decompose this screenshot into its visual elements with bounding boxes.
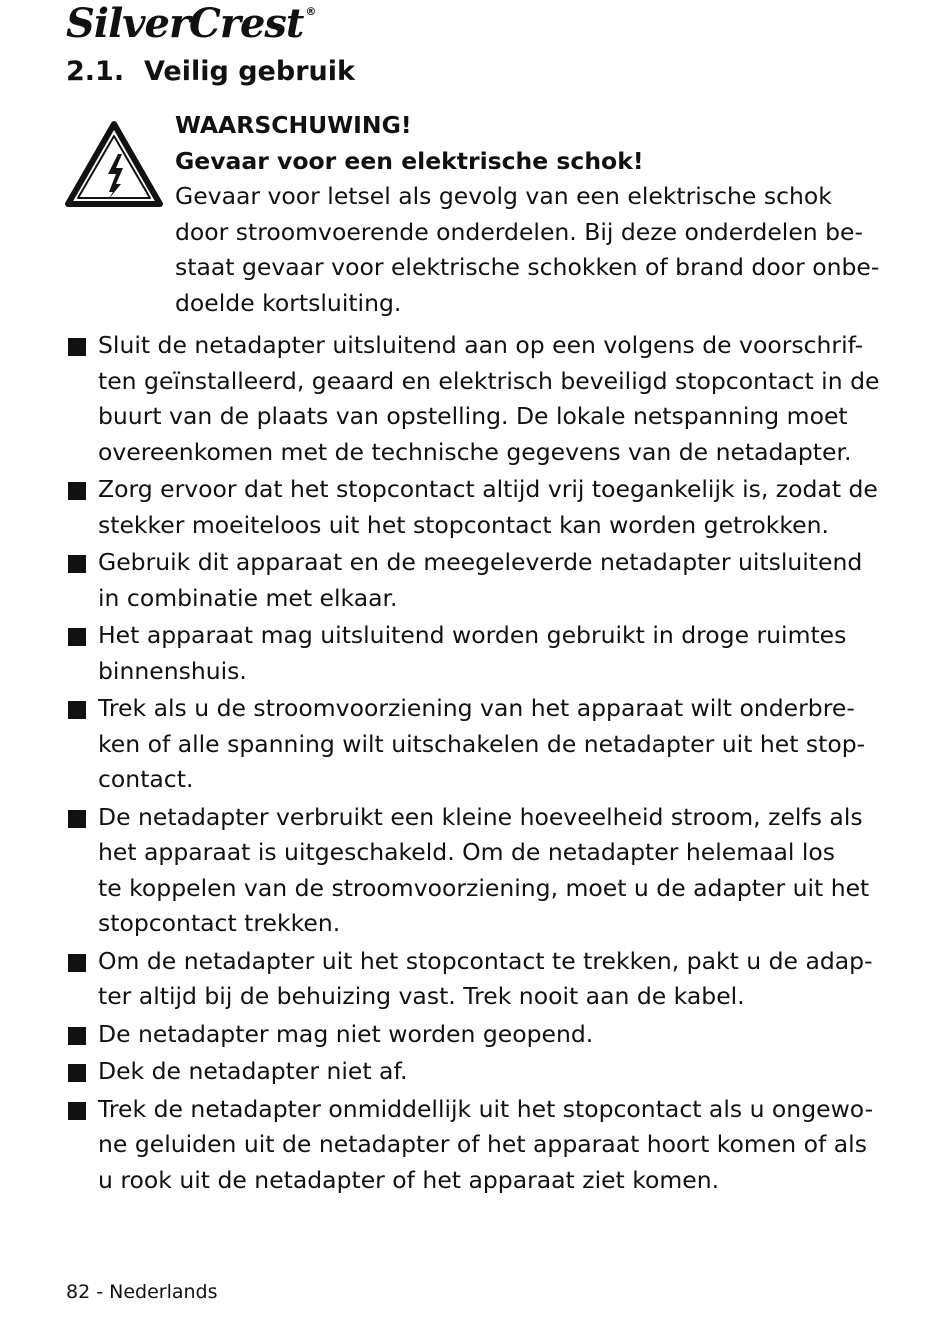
bullet-square-icon: [68, 1027, 86, 1045]
bullet-square-icon: [68, 810, 86, 828]
bullet-square-icon: [68, 555, 86, 573]
bullet-square-icon: [68, 954, 86, 972]
warning-description: [175, 179, 880, 321]
electric-shock-warning-icon: [64, 120, 164, 212]
warning-line: Gevaar voor letsel als gevolg van een elektrische schok: [175, 182, 832, 210]
list-item: [66, 800, 870, 942]
brand-logo: [66, 2, 315, 46]
list-item: [66, 545, 863, 616]
warning-subtitle: Gevaar voor een elektrische schok!: [175, 146, 644, 175]
list-item-line: ten geïnstalleerd, geaard en elektrisch beveiligd stopcontact in de: [98, 366, 880, 395]
bullet-square-icon: [68, 701, 86, 719]
section-heading: [66, 52, 355, 92]
list-item: [66, 1017, 856, 1053]
list-item-line: De netadapter verbruikt een kleine hoeveelheid stroom, zelfs als: [98, 802, 863, 831]
list-item-line: u rook uit de netadapter of het apparaat ziet komen.: [98, 1165, 720, 1194]
list-item: [66, 944, 873, 1015]
bullet-square-icon: [68, 338, 86, 356]
section-number: 2.1.: [66, 56, 125, 87]
warning-line: doelde kortsluiting.: [175, 288, 402, 317]
list-item-line: binnenshuis.: [98, 656, 247, 685]
list-item-line: in combinatie met elkaar.: [98, 583, 398, 612]
warning-block: [175, 108, 880, 321]
list-item-line: Dek de netadapter niet af.: [98, 1057, 408, 1085]
list-item-line: Zorg ervoor dat het stopcontact altijd vrij toegankelijk is, zodat de: [98, 475, 878, 503]
list-item-line: stopcontact trekken.: [98, 909, 341, 937]
list-item-line: buurt van de plaats van opstelling. De lokale netspanning moet: [98, 402, 848, 430]
page-footer: 82 - Nederlands: [66, 1281, 218, 1303]
registered-mark: ®: [305, 5, 316, 18]
list-item-line: Om de netadapter uit het stopcontact te trekken, pakt u de adap-: [98, 946, 873, 975]
bullet-square-icon: [68, 1064, 86, 1082]
list-item-line: ken of alle spanning wilt uitschakelen de netadapter uit het stop-: [98, 729, 866, 758]
list-item-line: Gebruik dit apparaat en de meegeleverde netadapter uitsluitend: [98, 548, 863, 576]
bullet-square-icon: [68, 482, 86, 500]
list-item: [66, 618, 856, 689]
list-item-line: te koppelen van de stroomvoorziening, moet u de adapter uit het: [98, 873, 870, 902]
section-title: Veilig gebruik: [144, 56, 355, 87]
bullet-square-icon: [68, 628, 86, 646]
list-item-line: ne geluiden uit de netadapter of het apparaat hoort komen of als: [98, 1130, 867, 1158]
list-item-line: Trek als u de stroomvoorziening van het apparaat wilt onderbre-: [98, 694, 855, 722]
bullet-square-icon: [68, 1102, 86, 1120]
list-item-line: Sluit de netadapter uitsluitend aan op een volgens de voorschrif-: [98, 331, 864, 359]
list-item: [66, 328, 880, 470]
list-item: [66, 1092, 874, 1199]
warning-line: staat gevaar voor elektrische schokken of brand door onbe-: [175, 253, 880, 281]
list-item: [66, 691, 866, 798]
list-item-line: Trek de netadapter onmiddellijk uit het stopcontact als u ongewo-: [98, 1094, 874, 1123]
list-item: [66, 1054, 856, 1090]
list-item-line: het apparaat is uitgeschakeld. Om de netadapter helemaal los: [98, 838, 836, 866]
list-item-line: De netadapter mag niet worden geopend.: [98, 1019, 594, 1048]
list-item-line: overeenkomen met de technische gegevens van de netadapter.: [98, 437, 852, 466]
warning-line: door stroomvoerende onderdelen. Bij deze onderdelen be-: [175, 217, 863, 246]
warning-title: WAARSCHUWING!: [175, 111, 412, 139]
list-item-line: contact.: [98, 765, 194, 793]
list-item: [66, 472, 878, 543]
brand-logo-text: SilverCrest: [66, 0, 304, 47]
list-item-line: stekker moeiteloos uit het stopcontact kan worden getrokken.: [98, 510, 829, 539]
list-item-line: ter altijd bij de behuizing vast. Trek nooit aan de kabel.: [98, 982, 745, 1010]
list-item-line: Het apparaat mag uitsluitend worden gebruikt in droge ruimtes: [98, 621, 847, 649]
safety-instructions-list: [66, 328, 880, 1200]
